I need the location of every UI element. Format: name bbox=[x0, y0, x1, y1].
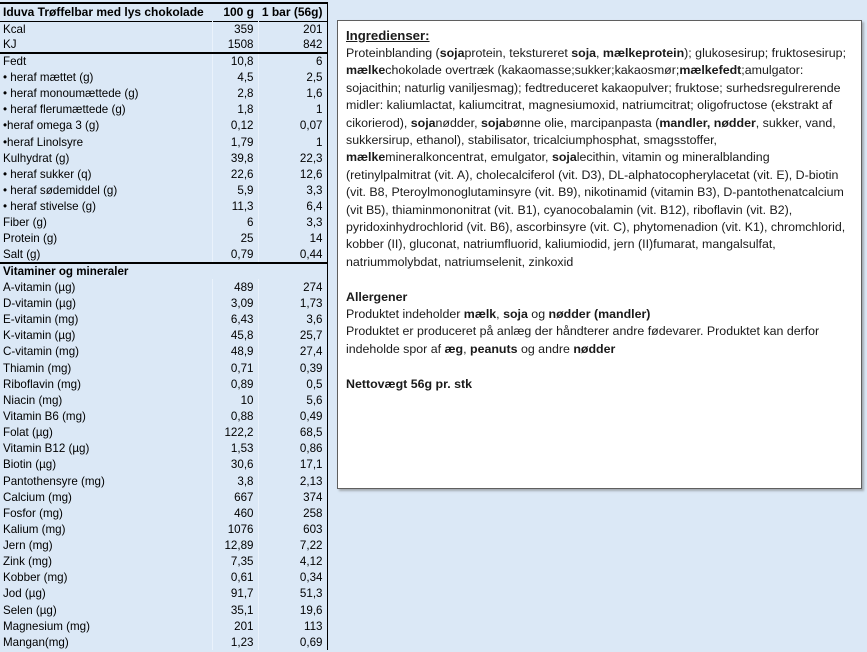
table-row bbox=[0, 602, 327, 618]
value-per-bar: 3,6 bbox=[258, 312, 327, 328]
value-per-bar: 0,86 bbox=[258, 441, 327, 457]
value-per-bar: 201 bbox=[258, 21, 327, 37]
value-per-100g: 11,3 bbox=[212, 199, 258, 215]
value-per-100g: 48,9 bbox=[212, 344, 258, 360]
table-row bbox=[0, 634, 327, 650]
value-per-100g: 7,35 bbox=[212, 554, 258, 570]
row-label: Fedt bbox=[3, 55, 27, 69]
value-per-100g: 489 bbox=[212, 279, 258, 295]
row-label: Protein (g) bbox=[3, 232, 58, 246]
ingredient-text-run: protein, tekstureret bbox=[464, 46, 572, 60]
value-per-bar: 0,44 bbox=[258, 247, 327, 263]
ingredient-text-run: nødder, bbox=[435, 115, 481, 130]
row-label: E-vitamin (mg) bbox=[3, 313, 79, 327]
value-per-bar: 68,5 bbox=[258, 425, 327, 441]
ingredient-text-run: ;amulgator: sojacithin; naturlig vaniljesmag); fedtreduceret kakaopulver; fruktose; surhedsregulrerende midler: kaliumlactat, kaliumcitrat, magnesiumoxid, natriumcitrat; oligofructose (ekstrakt af cikorierod), bbox=[346, 63, 841, 130]
table-row bbox=[0, 360, 327, 376]
allergens-title: Allergener bbox=[346, 289, 408, 304]
value-per-bar: 1,73 bbox=[258, 295, 327, 311]
table-row bbox=[0, 86, 327, 102]
row-label: • heraf stivelse (g) bbox=[3, 200, 96, 214]
table-row bbox=[0, 521, 327, 537]
value-per-100g: 30,6 bbox=[212, 457, 258, 473]
ingredients-text bbox=[346, 45, 853, 271]
ingredient-allergen-emphasis: mælk bbox=[463, 307, 497, 322]
row-label: C-vitamin (mg) bbox=[3, 345, 80, 359]
ingredient-allergen-emphasis: soja bbox=[410, 115, 436, 130]
row-label: Folat (µg) bbox=[3, 426, 53, 440]
ingredient-allergen-emphasis: mælkeprotein bbox=[602, 46, 685, 60]
table-row bbox=[0, 102, 327, 118]
table-row bbox=[0, 199, 327, 215]
table-row bbox=[0, 425, 327, 441]
table-header-row bbox=[0, 3, 327, 21]
table-row bbox=[0, 473, 327, 489]
value-per-bar: 274 bbox=[258, 279, 327, 295]
table-row bbox=[0, 408, 327, 424]
row-label: Fiber (g) bbox=[3, 216, 47, 230]
value-per-bar: 2,13 bbox=[258, 473, 327, 489]
ingredient-allergen-emphasis: soja bbox=[551, 150, 577, 165]
value-per-bar: 842 bbox=[258, 37, 327, 53]
nutrition-table bbox=[0, 2, 328, 650]
row-label: KJ bbox=[3, 38, 17, 52]
row-label: Calcium (mg) bbox=[3, 490, 72, 504]
value-per-100g: 1508 bbox=[212, 37, 258, 53]
ingredient-allergen-emphasis: mandler, nødder bbox=[659, 115, 756, 130]
table-row bbox=[0, 392, 327, 408]
value-per-bar: 3,3 bbox=[258, 215, 327, 231]
value-per-100g: 1076 bbox=[212, 521, 258, 537]
ingredient-text-run: , bbox=[596, 46, 603, 60]
row-label: •heraf omega 3 (g) bbox=[3, 119, 100, 133]
table-row bbox=[0, 21, 327, 37]
value-per-bar: 6 bbox=[258, 53, 327, 69]
table-row bbox=[0, 215, 327, 231]
value-per-bar: 2,5 bbox=[258, 69, 327, 85]
value-per-100g: 0,61 bbox=[212, 570, 258, 586]
ingredient-allergen-emphasis: peanuts bbox=[470, 341, 518, 356]
table-row bbox=[0, 376, 327, 392]
value-per-100g: 1,53 bbox=[212, 441, 258, 457]
table-row bbox=[0, 37, 327, 53]
table-row bbox=[0, 150, 327, 166]
row-label: Kalium (mg) bbox=[3, 522, 66, 536]
value-per-100g: 0,88 bbox=[212, 408, 258, 424]
value-per-bar: 27,4 bbox=[258, 344, 327, 360]
value-per-100g: 3,8 bbox=[212, 473, 258, 489]
table-row bbox=[0, 489, 327, 505]
ingredient-allergen-emphasis: mælke bbox=[346, 150, 386, 165]
table-row bbox=[0, 328, 327, 344]
row-label: Mangan(mg) bbox=[3, 635, 69, 649]
ingredient-allergen-emphasis: mælke bbox=[346, 63, 386, 78]
value-per-bar: 374 bbox=[258, 489, 327, 505]
nutrition-table-body bbox=[0, 21, 327, 650]
ingredient-text-run: Produktet er produceret på anlæg der håndterer andre fødevarer. Produktet kan derfor indeholde spor af bbox=[346, 324, 820, 356]
table-row bbox=[0, 457, 327, 473]
spacer bbox=[346, 271, 853, 288]
table-row bbox=[0, 182, 327, 198]
value-per-bar: 25,7 bbox=[258, 328, 327, 344]
table-row bbox=[0, 554, 327, 570]
value-per-100g: 6,43 bbox=[212, 312, 258, 328]
row-label: Vitamin B12 (µg) bbox=[3, 442, 90, 456]
ingredient-text-run: lecithin, vitamin og mineralblanding (retinylpalmitrat (vit. A), cholecalciferol (vit. D3), DL-alphatocopherylacetat (vit. E), D-biotin (vit. B8, Pteroylmonoglutaminsyre (vit. B9), nikotinamid (vitamin B3), D-pantothenatcalcium (vit B5), thiaminmononitrat (vit. B1), cyanocobalamin (vit. B12), riboflavin (vit. B2), pyridoxinhydrochlorid (vit. B6), ascorbinsyre (vit. C), phytomenadion (vit. K1), chromchlorid, kobber (II), gluconat, natriumfluorid, kaliumiodid, jern (II)fumarat, mangalsulfat, natriummolybdat, natriumselenit, zinkoxid bbox=[346, 150, 846, 269]
row-label: Niacin (mg) bbox=[3, 393, 63, 407]
section-header-row bbox=[0, 263, 327, 279]
value-per-100g: 1,79 bbox=[212, 134, 258, 150]
table-row bbox=[0, 118, 327, 134]
ingredient-text-run: og andre bbox=[517, 341, 574, 356]
value-per-bar: 7,22 bbox=[258, 538, 327, 554]
value-per-100g: 667 bbox=[212, 489, 258, 505]
row-label: Jern (mg) bbox=[3, 539, 53, 553]
ingredient-allergen-emphasis: nødder (mandler) bbox=[548, 307, 651, 322]
value-per-100g: 22,6 bbox=[212, 166, 258, 182]
table-row bbox=[0, 69, 327, 85]
row-label: Salt (g) bbox=[3, 248, 41, 262]
value-per-100g: 91,7 bbox=[212, 586, 258, 602]
value-per-100g: 0,71 bbox=[212, 360, 258, 376]
value-per-100g: 460 bbox=[212, 505, 258, 521]
value-per-100g: 10,8 bbox=[212, 53, 258, 69]
table-row bbox=[0, 279, 327, 295]
value-per-100g: 3,09 bbox=[212, 295, 258, 311]
value-per-bar: 5,6 bbox=[258, 392, 327, 408]
ingredient-allergen-emphasis: soja bbox=[571, 46, 597, 60]
row-label: Magnesium (mg) bbox=[3, 619, 90, 633]
value-per-bar: 3,3 bbox=[258, 182, 327, 198]
row-label: Riboflavin (mg) bbox=[3, 377, 81, 391]
ingredient-text-run: ); glukosesirup; fruktosesirup; bbox=[684, 46, 847, 60]
value-per-bar: 1 bbox=[258, 102, 327, 118]
value-per-100g: 2,8 bbox=[212, 86, 258, 102]
value-per-100g: 359 bbox=[212, 21, 258, 37]
value-per-bar: 0,34 bbox=[258, 570, 327, 586]
row-label: • heraf flerumættede (g) bbox=[3, 103, 126, 117]
value-per-bar: 51,3 bbox=[258, 586, 327, 602]
allergens-traces-line bbox=[346, 323, 853, 358]
ingredient-allergen-emphasis: mælkefedt bbox=[679, 63, 742, 78]
value-per-bar: 258 bbox=[258, 505, 327, 521]
row-label: Thiamin (mg) bbox=[3, 361, 72, 375]
value-per-bar: 0,07 bbox=[258, 118, 327, 134]
net-weight: Nettovægt 56g pr. stk bbox=[346, 376, 472, 391]
row-label: • heraf monoumættede (g) bbox=[3, 87, 139, 101]
value-per-100g: 122,2 bbox=[212, 425, 258, 441]
row-label: Fosfor (mg) bbox=[3, 506, 63, 520]
column-header-100g: 100 g bbox=[223, 5, 254, 20]
ingredient-allergen-emphasis: soja bbox=[481, 115, 506, 130]
ingredient-text-run: og bbox=[527, 307, 549, 322]
ingredient-text-run: Produktet indeholder bbox=[346, 307, 464, 322]
row-label: A-vitamin (µg) bbox=[3, 280, 76, 294]
value-per-100g: 35,1 bbox=[212, 602, 258, 618]
table-row bbox=[0, 538, 327, 554]
table-row bbox=[0, 134, 327, 150]
row-label: • heraf sødemiddel (g) bbox=[3, 183, 118, 197]
ingredient-allergen-emphasis: soja bbox=[503, 307, 528, 322]
value-per-bar: 4,12 bbox=[258, 554, 327, 570]
ingredient-text-run: , bbox=[463, 341, 470, 356]
ingredient-allergen-emphasis: soja bbox=[439, 46, 465, 60]
value-per-100g: 5,9 bbox=[212, 182, 258, 198]
value-per-100g: 4,5 bbox=[212, 69, 258, 85]
ingredient-text-run: , sukker, vand, sukkersirup, ethanol), stabilisator, tricalciumphosphat, smagsstoffer, bbox=[346, 115, 836, 148]
ingredient-text-run: bønne olie, marcipanpasta ( bbox=[505, 115, 660, 130]
row-label: Biotin (µg) bbox=[3, 458, 57, 472]
column-header-1bar: 1 bar (56g) bbox=[261, 5, 323, 20]
ingredient-text-run: , bbox=[496, 307, 504, 322]
value-per-100g: 10 bbox=[212, 392, 258, 408]
section-header-label: Vitaminer og mineraler bbox=[3, 265, 129, 279]
row-label: Selen (µg) bbox=[3, 603, 57, 617]
value-per-100g: 201 bbox=[212, 618, 258, 634]
value-per-bar: 0,39 bbox=[258, 360, 327, 376]
table-row bbox=[0, 295, 327, 311]
value-per-100g: 12,89 bbox=[212, 538, 258, 554]
value-per-100g: 0,79 bbox=[212, 247, 258, 263]
value-per-100g: 0,12 bbox=[212, 118, 258, 134]
row-label: K-vitamin (µg) bbox=[3, 329, 76, 343]
product-title: Iduva Trøffelbar med lys chokolade bbox=[3, 5, 204, 20]
ingredients-title: Ingredienser: bbox=[346, 28, 430, 43]
ingredient-text-run: Proteinblanding ( bbox=[346, 46, 440, 60]
row-label: Kulhydrat (g) bbox=[3, 151, 70, 165]
row-label: D-vitamin (µg) bbox=[3, 296, 77, 310]
table-row bbox=[0, 570, 327, 586]
ingredient-text-run: mineralkoncentrat, emulgator, bbox=[385, 150, 552, 165]
value-per-bar: 6,4 bbox=[258, 199, 327, 215]
value-per-bar: 1 bbox=[258, 134, 327, 150]
table-row bbox=[0, 441, 327, 457]
value-per-bar: 0,5 bbox=[258, 376, 327, 392]
value-per-bar: 22,3 bbox=[258, 150, 327, 166]
table-row bbox=[0, 312, 327, 328]
table-row bbox=[0, 505, 327, 521]
row-label: Pantothensyre (mg) bbox=[3, 474, 105, 488]
value-per-100g: 25 bbox=[212, 231, 258, 247]
row-label: •heraf Linolsyre bbox=[3, 135, 84, 149]
spacer bbox=[346, 358, 853, 375]
row-label: Zink (mg) bbox=[3, 555, 52, 569]
table-row bbox=[0, 618, 327, 634]
value-per-100g: 1,8 bbox=[212, 102, 258, 118]
value-per-bar: 12,6 bbox=[258, 166, 327, 182]
table-row bbox=[0, 231, 327, 247]
value-per-100g: 0,89 bbox=[212, 376, 258, 392]
row-label: Kcal bbox=[3, 22, 26, 36]
value-per-bar: 0,49 bbox=[258, 408, 327, 424]
row-label: Jod (µg) bbox=[3, 587, 46, 601]
value-per-bar: 603 bbox=[258, 521, 327, 537]
row-label: • heraf mættet (g) bbox=[3, 70, 94, 84]
row-label: Kobber (mg) bbox=[3, 571, 68, 585]
value-per-100g: 1,23 bbox=[212, 634, 258, 650]
value-per-100g: 39,8 bbox=[212, 150, 258, 166]
row-label: Vitamin B6 (mg) bbox=[3, 409, 86, 423]
value-per-bar: 19,6 bbox=[258, 602, 327, 618]
ingredient-allergen-emphasis: æg bbox=[444, 341, 464, 356]
value-per-100g: 6 bbox=[212, 215, 258, 231]
table-row bbox=[0, 344, 327, 360]
value-per-100g: 45,8 bbox=[212, 328, 258, 344]
table-row bbox=[0, 247, 327, 263]
ingredient-allergen-emphasis: nødder bbox=[573, 341, 616, 356]
ingredient-text-run: chokolade overtræk (kakaomasse;sukker;kakaosmør; bbox=[385, 63, 680, 78]
ingredients-box bbox=[337, 20, 862, 489]
table-row bbox=[0, 166, 327, 182]
value-per-bar: 1,6 bbox=[258, 86, 327, 102]
value-per-bar: 14 bbox=[258, 231, 327, 247]
value-per-bar: 17,1 bbox=[258, 457, 327, 473]
value-per-bar: 0,69 bbox=[258, 634, 327, 650]
table-row bbox=[0, 586, 327, 602]
allergens-contains-line bbox=[346, 306, 853, 323]
table-row bbox=[0, 53, 327, 69]
row-label: • heraf sukker (q) bbox=[3, 167, 92, 181]
value-per-bar: 113 bbox=[258, 618, 327, 634]
